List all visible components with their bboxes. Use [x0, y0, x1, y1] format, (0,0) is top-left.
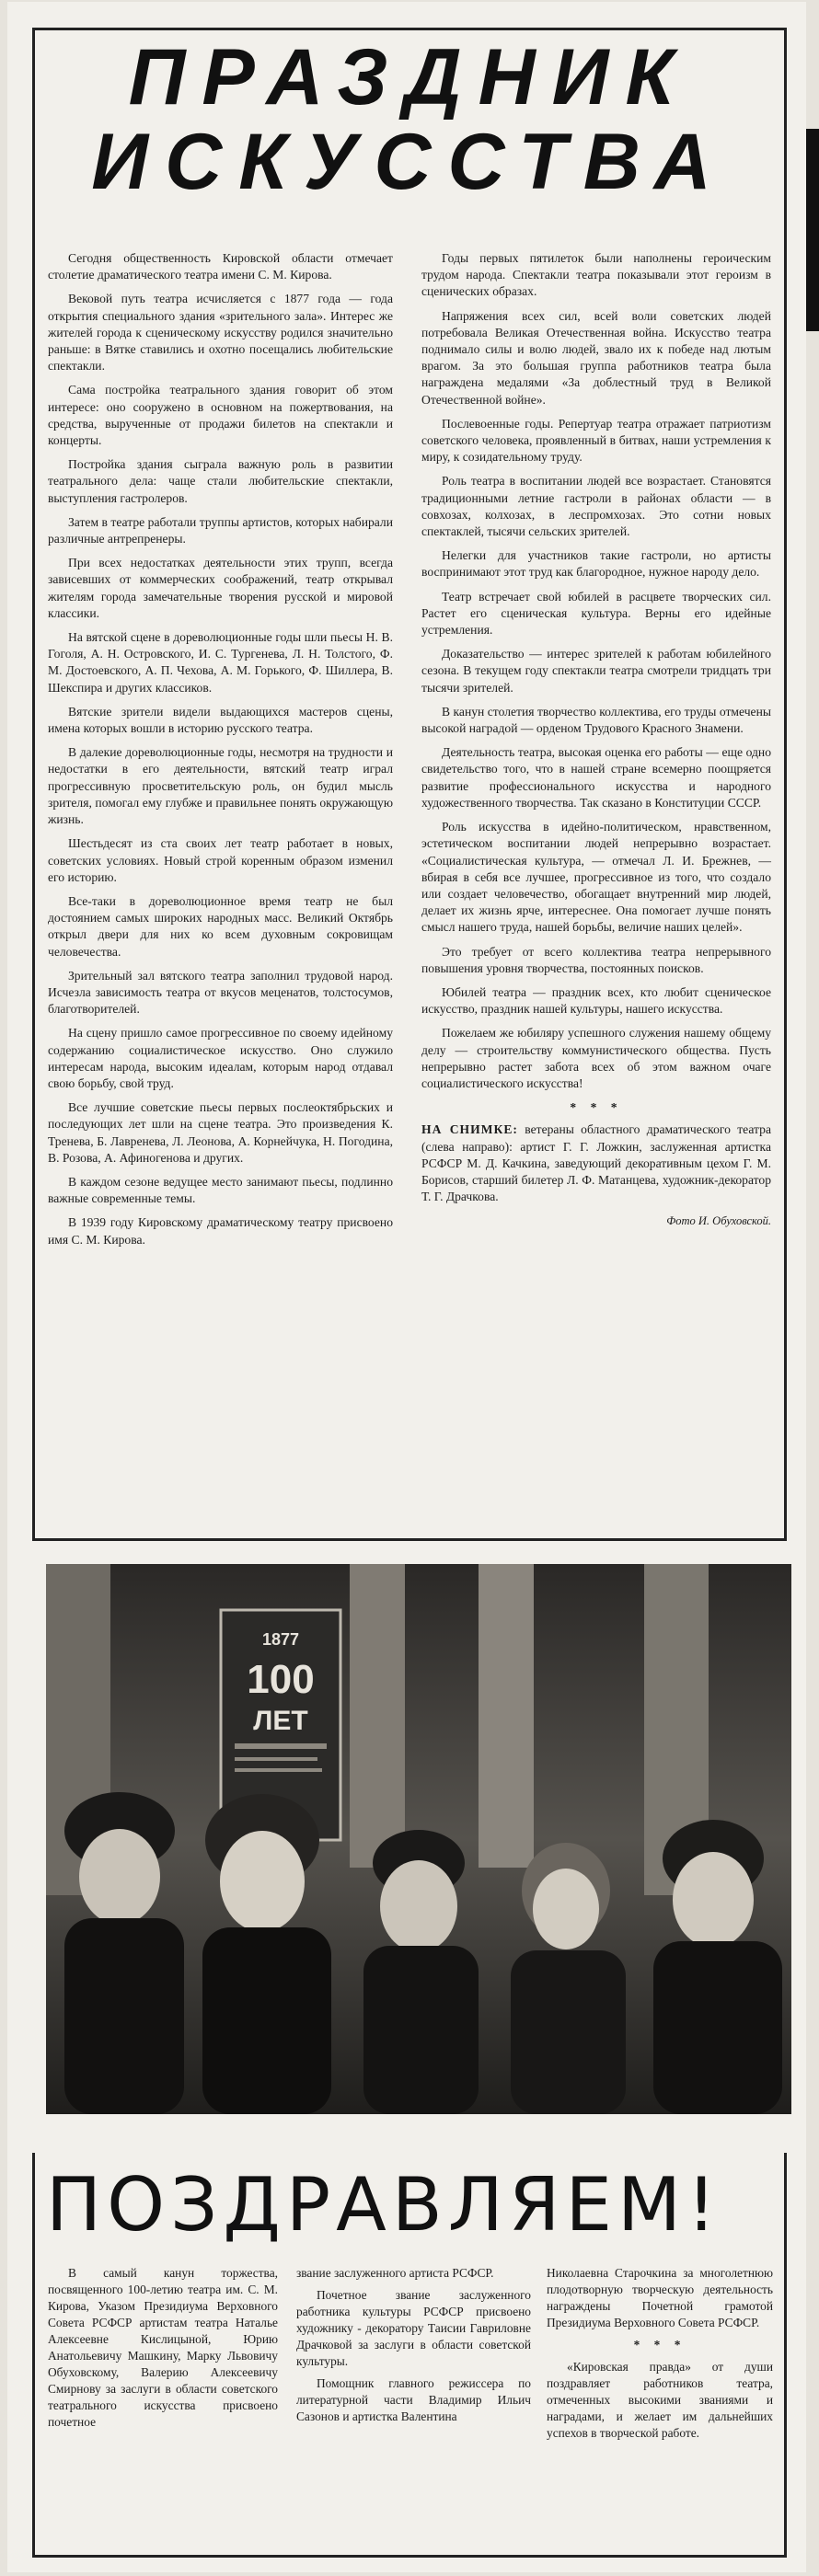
paragraph: Театр встречает свой юбилей в расцвете творческих сил. Растет его сценическая культура. Верны его идейные устремления.	[421, 589, 771, 638]
paragraph: В 1939 году Кировскому драматическому театру присвоено имя С. М. Кирова.	[48, 1215, 393, 1247]
person-1	[64, 1792, 184, 2114]
paragraph: Постройка здания сыграла важную роль в развитии театрального дела: чаще стали любительские спектакли, выступления гастролеров.	[48, 457, 393, 505]
paragraph: В далекие дореволюционные годы, несмотря на трудности и недостатки в его деятельности, вятский театр играл прогрессивную просветительскую роль, он будил мысль зрителя, помогал ему глубже и правильнее понять окружающую жизнь.	[48, 745, 393, 827]
veterans-photo	[46, 1564, 791, 2114]
poster-year: 1877	[261, 1630, 300, 1649]
paragraph: Роль искусства в идейно-политическом, нравственном, эстетическом воспитании людей непрерывно возрастает. «Социалистическая культура, — отмечал Л. И. Брежнев, — вбирая в себя все лучшее, прогрессивное из того, что создало или создает человечество, обогащает внутренний мир людей, делает их жизнь ярче, интереснее. Она помогает лучше понять смысл нашего труда, нашей борьбы, величие наших целей».	[421, 820, 771, 935]
congrats-column-2	[296, 2265, 531, 2431]
congratulations-headline: ПОЗДРАВЛЯЕМ!	[46, 2162, 722, 2248]
paragraph: Почетное звание заслуженного работника культуры РСФСР присвоено художнику - декоратору Таисии Гавриловне Драчковой за заслуги в области советской культуры.	[296, 2288, 531, 2368]
paragraph: Затем в театре работали труппы артистов, которых набирали различные антрепренеры.	[48, 514, 393, 546]
paragraph: Вятские зрители видели выдающихся мастеров сцены, имена которых вошли в историю русского театра.	[48, 704, 393, 736]
person-2	[202, 1794, 331, 2114]
headline-line-1: ПРАЗДНИК	[128, 33, 691, 121]
caption-text: ветераны областного драматического театра (слева направо): артист Г. Г. Ложкин, заслуженная артистка РСФСР М. Д. Качкина, заведующий декоративным цехом Г. М. Борисов, старший билетер Л. Ф. Матанцева, художник-декоратор Т. Г. Драчкова.	[421, 1122, 771, 1204]
congrats-column-3	[547, 2265, 773, 2447]
headline-line-2: ИСКУССТВА	[91, 118, 728, 206]
person-3	[363, 1830, 479, 2114]
paragraph: На вятской сцене в дореволюционные годы шли пьесы Н. В. Гоголя, А. Н. Островского, И. С. Тургенева, Л. Н. Толстого, Ф. М. Достоевского, А. П. Чехова, А. М. Горького, Ф. Шиллера, В. Шекспира и других классиков.	[48, 630, 393, 695]
paragraph: Шестьдесят из ста своих лет театр работает в новых, советских условиях. Новый строй коренным образом изменил его историю.	[48, 836, 393, 884]
paragraph: В канун столетия творчество коллектива, его труды отмечены высокой наградой — орденом Трудового Красного Знамени.	[421, 704, 771, 736]
paragraph: Помощник главного режиссера по литературной части Владимир Ильич Сазонов и артистка Валентина	[296, 2376, 531, 2423]
caption-label: НА СНИМКЕ:	[421, 1122, 518, 1137]
column	[350, 1564, 405, 1868]
paragraph: Нелегки для участников такие гастроли, но артисты воспринимают этот труд как благородное, нужное народу дело.	[421, 548, 771, 580]
photo-credit: Фото И. Обуховской.	[666, 1214, 771, 1228]
paragraph: Зрительный зал вятского театра заполнил трудовой народ. Исчезла зависимость театра от вкусов меценатов, толстосумов, благотворителей.	[48, 968, 393, 1017]
paragraph: Сама постройка театрального здания говорит об этом интересе: оно сооружено в основном на пожертвования, на средства, вырученные от продажи билетов на спектакли и концерты.	[48, 383, 393, 448]
paragraph: Это требует от всего коллектива театра непрерывного повышения уровня творчества, постоянных поисков.	[421, 944, 771, 975]
paragraph: Роль театра в воспитании людей все возрастает. Становятся традиционными летние гастроли в районах области — в совхозах, колхозах, в леспромхозах. Это сотни новых спектаклей, тысячи сельских зрителей.	[421, 474, 771, 539]
person-5	[653, 1820, 782, 2114]
paragraph: Деятельность театра, высокая оценка его работы — еще одно свидетельство того, что в нашей стране всемерно поощряется развитие профессионального искусства и народного художественного творчества. Так сказано в Конституции СССР.	[421, 745, 771, 810]
paragraph: Напряжения всех сил, всей воли советских людей потребовала Великая Отечественная война. Искусство театра поднимало силы и волю людей, звало их к победе над лютым врагом. За это большая группа работников театра была награждена медалями «За доблестный труд в Великой Отечественной войне».	[421, 308, 771, 407]
article-right-column	[421, 250, 771, 1237]
column	[479, 1564, 534, 1868]
paragraph: Все лучшие советские пьесы первых послеоктябрьских и последующих лет шли на сцене театра. Это произведения К. Тренева, Б. Лавренева, Л. Леонова, А. Корнейчука, Н. Погодина, В. Розова, А. Афиногенова и других.	[48, 1100, 393, 1165]
paragraph: Николаевна Старочкина за многолетнюю плодотворную творческую деятельность награждены Почетной грамотой Президиума Верховного Совета РСФСР.	[547, 2266, 773, 2329]
paragraph: На сцену пришло самое прогрессивное по своему идейному содержанию социалистическое искусство. Оно служило интересам народа, высоким идеалам, которым народ отдавал свою борьбу, свой труд.	[48, 1026, 393, 1090]
person-4	[511, 1843, 626, 2114]
poster-word: ЛЕТ	[253, 1706, 308, 1736]
paragraph: Вековой путь театра исчисляется с 1877 года — года открытия специального здания «зрительного зала». Интерес же жителей города к сценическому искусству родился значительно раньше: в Вятке ставились и охотно посещались любительские спектакли.	[48, 292, 393, 374]
section-divider-stars: * * *	[570, 1100, 623, 1115]
paragraph: При всех недостатках деятельности этих трупп, всегда зависевших от коммерческих соображений, театр открывал жителям города замечательные творения русской и мировой классики.	[48, 556, 393, 620]
article-left-column	[48, 250, 393, 1256]
paragraph: звание заслуженного артиста РСФСР.	[296, 2266, 494, 2280]
paragraph: Пожелаем же юбиляру успешного служения нашему общему делу — строительству коммунистического общества. Пусть непрерывно растет забота всех об этом важном очаге социалистического искусства!	[421, 1026, 771, 1090]
photo-caption	[421, 1121, 771, 1205]
article-headline	[46, 35, 773, 204]
paragraph: Доказательство — интерес зрителей к работам юбилейного сезона. В текущем году спектакли театра смотрели тридцать три тысячи зрителей.	[421, 647, 771, 695]
photo-illustration	[46, 1564, 791, 2114]
poster-number: 100	[247, 1657, 315, 1702]
paragraph: Послевоенные годы. Репертуар театра отражает патриотизм советского человека, проявленный в битвах, наши устремления к миру, к созидательному труду.	[421, 416, 771, 465]
paragraph: Сегодня общественность Кировской области отмечает столетие драматического театра имени С. М. Кирова.	[48, 251, 393, 282]
paragraph: В каждом сезоне ведущее место занимают пьесы, подлинно важные современные темы.	[48, 1174, 393, 1206]
paragraph: Годы первых пятилеток были наполнены героическим трудом народа. Спектакли театра показывали этот героизм в сценических образах.	[421, 251, 771, 299]
paragraph: В самый канун торжества, посвященного 100-летию театра им. С. М. Кирова, Указом Президиума Верховного Совета РСФСР артистам театра Наталье Алексеевне Кислицыной, Юрию Анатольевичу Машкину, Марку Львовичу Обуховскому, Валерию Алексеевичу Смирнову за заслуги в области советского театрального искусства присвоено почетное	[48, 2266, 278, 2429]
paragraph: Все-таки в дореволюционное время театр не был достоянием самых широких народных масс. Великий Октябрь открыл двери для них ко всем духовным сокровищам человечества.	[48, 893, 393, 959]
section-divider-stars: * * *	[633, 2338, 686, 2352]
congrats-column-1	[48, 2265, 278, 2436]
paragraph: Юбилей театра — праздник всех, кто любит сценическое искусство, праздник нашей культуры, нашего искусства.	[421, 984, 771, 1017]
adjacent-page-edge	[806, 129, 819, 331]
paragraph: «Кировская правда» от души поздравляет работников театра, отмеченных высокими званиями и наградами, и желает им дальнейших успехов в творческой работе.	[547, 2360, 773, 2440]
